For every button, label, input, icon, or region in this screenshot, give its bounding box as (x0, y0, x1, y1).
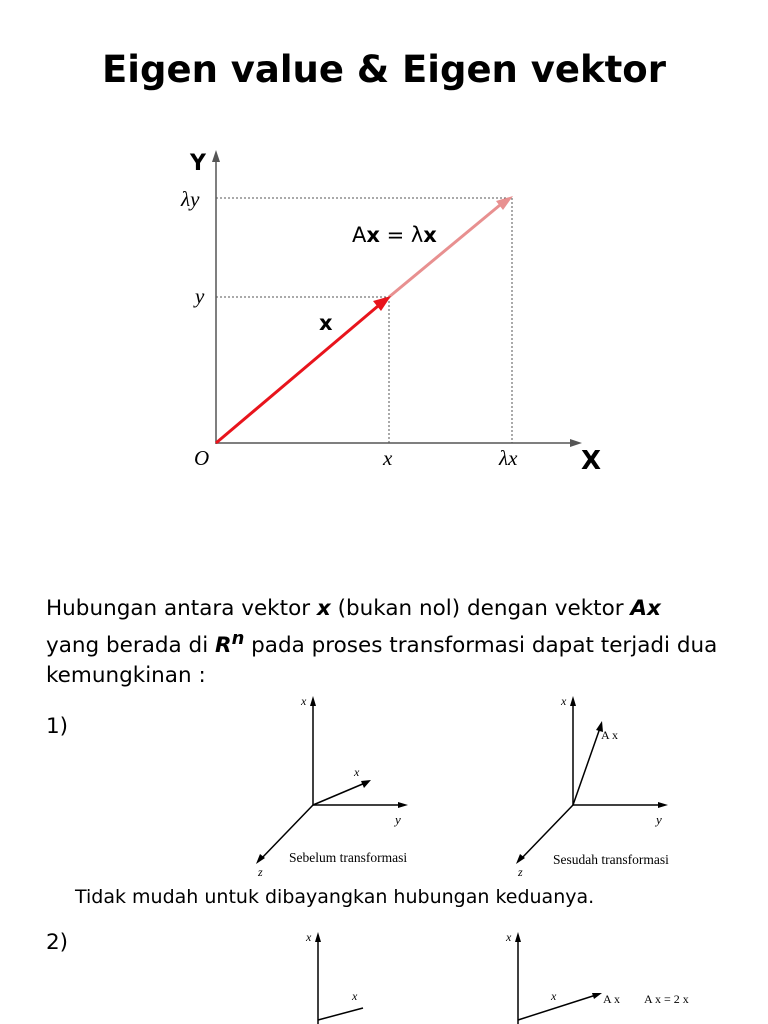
vector-ax-line (389, 205, 500, 297)
left-vector-x (313, 783, 365, 805)
right-vector-ax (573, 728, 600, 805)
x-axis-label: X (581, 446, 602, 476)
svg-text:z: z (258, 865, 263, 879)
svg-text:x: x (352, 989, 358, 1003)
left-caption: Sebelum transformasi (289, 850, 408, 865)
svg-text:x: x (551, 989, 557, 1003)
svg-text:x: x (306, 930, 312, 944)
y-axis-label: Y (190, 151, 206, 176)
svg-text:y: y (656, 812, 662, 827)
item2-left-vector (318, 1008, 363, 1020)
lambda-y-label: λy (181, 187, 200, 211)
lambda-x-label: λx (499, 446, 518, 470)
item2-equation: A x = 2 x (644, 992, 689, 1006)
vector-ax-term: Ax (630, 596, 661, 621)
svg-text:z: z (518, 865, 523, 879)
svg-text:y: y (395, 812, 401, 827)
vector-x-term: x (316, 596, 331, 621)
item-1-note: Tidak mudah untuk dibayangkan hubungan keduanya. (75, 886, 595, 908)
y-axis-arrowhead (212, 150, 220, 162)
svg-text:x: x (561, 694, 567, 708)
description-paragraph: Hubungan antara vektor x (bukan nol) dengan vektor Ax yang berada di $R^n$ pada proses transformasi dapat terjadi dua kemungkinan : (46, 596, 718, 689)
vector-x-label: x (319, 311, 333, 335)
space-r-term: R (215, 633, 232, 659)
slide-title: Eigen value & Eigen vektor (102, 48, 666, 91)
item-1-figures (240, 690, 700, 880)
item2-right-vector (518, 995, 596, 1020)
y-label: y (195, 284, 205, 308)
svg-text:A x: A x (603, 992, 621, 1006)
eigenvector-diagram (170, 140, 620, 480)
svg-text:x: x (354, 765, 360, 779)
right-caption: Sesudah transformasi (553, 852, 669, 867)
item-2-label: 2) (46, 930, 69, 955)
item-1-label: 1) (46, 714, 69, 739)
x-tick-label: x (383, 446, 393, 470)
svg-text:x: x (301, 694, 307, 708)
svg-text:A x: A x (601, 728, 619, 742)
vector-x-line (216, 306, 378, 443)
equation-label: Ax = λx (352, 223, 437, 247)
origin-label: O (194, 446, 210, 470)
item-2-figures (290, 925, 710, 1024)
svg-text:x: x (506, 930, 512, 944)
